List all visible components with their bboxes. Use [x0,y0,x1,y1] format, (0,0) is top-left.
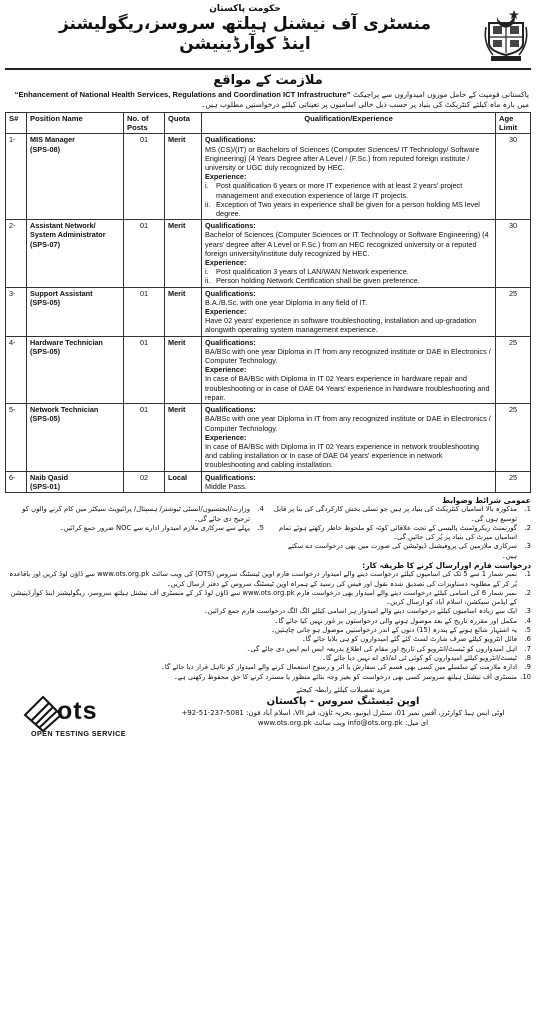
item-text: ٹیسٹ/انٹرویو کیلئے امیدواروں کو کوئی ٹی اے/ڈی اے نہیں دیا جائے گا۔ [322,653,517,662]
ots-wordmark: ots [57,696,98,725]
row-sno: 1- [6,134,27,220]
position-title: Naib Qasid [30,472,69,482]
header-divider [5,68,531,70]
procedure-title: درخواست فارم اورارسال کرنے کا طریقہ کار: [362,561,531,570]
row-qualification [202,336,496,403]
pakistan-state-emblem-icon [483,7,529,63]
ots-full-name: OPEN TESTING SERVICE [31,728,126,738]
item-number: 9. [524,663,531,672]
qualification-label: Qualifications: [205,337,256,347]
row-age: 25 [496,471,531,492]
position-scale: (SPS-05) [30,346,61,356]
qualification-label: Qualifications: [205,221,256,231]
item-number: 1. [524,570,531,579]
row-age: 30 [496,134,531,220]
procedure-list [5,570,531,682]
item-text: نمبر شمار 1 سے 5 تک کی اسامیوں کیلئے درخواست دینے والے امیدوار درخواست فارم اوپن ٹیسٹنگ سروس (OTS) کی ویب سائٹ www.ots.org.pk سے ڈاؤن لوڈ کریں اور باقاعدہ پُر کر کے مطلوبہ دستاویزات کی تصدیق شدہ نقول اور فیس کی رسید کے ہمراہ اوپن ٹیسٹنگ سروس کے دفتر ارسال کریں۔ [9,570,517,588]
list-item [272,542,531,561]
item-number: 2. [524,523,531,532]
row-posts: 02 [124,471,165,492]
row-posts: 01 [124,336,165,403]
row-quota: Merit [165,404,202,471]
intro-paragraph [7,90,529,110]
qualification-label: Qualifications: [205,288,256,298]
experience-label: Experience: [205,307,247,317]
position-scale: (SPS-01) [30,481,61,491]
header-posts: No. of Posts [124,113,165,134]
list-item [5,626,531,635]
email-label: ای میل: [404,718,429,727]
website-link[interactable]: www.ots.org.pk [257,718,312,727]
header-text [15,3,475,54]
list-item [5,607,531,616]
item-number: ii. [205,276,211,286]
item-number: i. [205,181,209,191]
experience-label: Experience: [205,432,247,442]
table-row [6,404,531,471]
list-item [5,635,531,644]
item-text: ادارہ ملازمت کے سلسلے میں کسی بھی قسم کی سفارش یا اثر و رسوخ استعمال کرنے والے امیدوار کو نااہل قرار دیا جائے گا۔ [160,663,517,672]
position-title: Network Technician [30,405,99,415]
contact-org: اوپن ٹیسٹنگ سروس - پاکستان [266,695,420,707]
header-sno: S# [6,113,27,134]
item-number: 7. [524,644,531,653]
item-text: Exception of Two years in experience shall be given for a person holding MS level degree. [216,199,480,219]
qualification-label: Qualifications: [205,405,256,415]
website-label: ویب سائٹ [313,718,346,727]
header-quota: Quota [165,113,202,134]
item-number: ii. [205,199,211,209]
item-number: 2. [524,588,531,597]
row-age: 25 [496,404,531,471]
list-item [205,181,492,199]
contact-address-line [181,708,505,718]
item-number: 1. [524,505,531,514]
item-text: یہ اشتہار شائع ہونے کے پندرہ (15) دنوں کے اندر درخواستیں موصول ہو جانی چاہئیں۔ [270,626,517,635]
header-qualification: Qualification/Experience [202,113,496,134]
experience-text: Have 02 years' experience in software troubleshooting, installation and up-gradation alongwith operating system management experience. [205,316,477,335]
row-sno: 6- [6,471,27,492]
row-qualification [202,134,496,220]
positions-table [5,112,531,493]
list-item [5,617,531,626]
position-scale: (SPS-07) [30,239,61,249]
experience-label: Experience: [205,365,247,375]
item-text: سرکاری ملازمین کی پروفیشنل ڈپوٹیشن کی صورت میں بھی درخواست دے سکتے ہیں۔ [287,542,517,560]
item-number: 8. [524,653,531,662]
row-quota: Merit [165,287,202,336]
list-item [205,276,492,285]
item-text: ایک سے زیادہ اسامیوں کیلئے درخواست دینے والے امیدوار ہر اسامی کیلئے الگ الگ درخواست فارم جمع کرائیں۔ [203,607,517,616]
position-title: Support Assistant [30,288,93,298]
row-quota: Merit [165,134,202,220]
row-position [27,471,124,492]
item-number: 5. [257,523,264,532]
item-text: پہلے سے سرکاری ملازم امیدوار ادارے سے NOC ضرور جمع کرائیں۔ [59,523,250,532]
list-item [205,267,492,276]
item-text: فائل انٹرویو کیلئے صرف شارٹ لسٹ کئے گئے امیدواروں کو ہی بلایا جائے گا۔ [301,635,517,644]
item-number: 3. [524,542,531,551]
item-number: 5. [524,626,531,635]
position-scale: (SPS-05) [30,414,61,424]
list-item [5,570,531,589]
row-sno: 3- [6,287,27,336]
row-position [27,287,124,336]
item-text: نمبر شمار 6 کی اسامی کیلئے درخواست دینے والے امیدوار بھی درخواست فارم www.ots.org.pk سے ڈاؤن لوڈ کر کے منسٹری آف نیشنل ہیلتھ سروسز، ریگولیشنز اینڈ کوآرڈینیشن کے ایڈمن سیکشن، اسلام آباد کو ارسال کریں۔ [10,588,517,607]
table-row [6,287,531,336]
email-link[interactable]: info@ots.org.pk [347,718,403,727]
general-terms [5,496,531,682]
item-text: مذکورہ بالا اسامیاں کنٹریکٹ کی بنیاد پر ہیں جو تسلی بخش کارکردگی کی بنا پر قابل توسیع ہوں گی۔ [273,505,517,523]
row-qualification [202,287,496,336]
qualification-text: MS (CS)/(IT) or Bachelors of Sciences (Computer Sciences/ IT Technology/ Software Engineering) (4 Years Degree after A Level / (F.Sc.) from reputed foreign institute / university or UGC duly recognized by HEC. [205,144,480,173]
qualification-text: Bachelor of Sciences (Computer Sciences or IT Technology or Software Engineering) (4 years' degree after A Level or F.Sc.) from an HEC recognized university or a reputed foreign university/institute duly recognized by HEC. [205,230,489,258]
list-item [272,524,531,543]
row-position [27,134,124,220]
item-number: 3. [524,607,531,616]
qualification-label: Qualifications: [205,135,256,145]
ots-logo [17,695,167,741]
row-posts: 01 [124,287,165,336]
list-item [5,654,531,663]
item-text: اہل امیدواروں کو ٹیسٹ/انٹرویو کی تاریخ اور مقام کی اطلاع بذریعہ ایس ایم ایس دی جائے گی۔ [246,644,517,653]
qualification-label: Qualifications: [205,472,256,482]
general-terms-title: عمومی شرائط وضوابط [442,495,531,505]
intro-after: میں بارہ ماہ کیلئے کنٹریکٹ کی بنیاد پر حسب ذیل خالی اسامیوں پر تعیناتی کیلئے درخواستیں مطلوب ہیں۔ [201,100,529,109]
item-text: مکمل اور مقررہ تاریخ کے بعد موصول ہونے والی درخواستوں پر غور نہیں کیا جائے گا۔ [274,616,517,625]
contact-prompt: مزید تفصیلات کیلئے رابطہ کیجئے [296,685,390,694]
contact-phone: +92-51-237-5081 [181,708,244,717]
list-item [5,673,531,682]
experience-text: In case of BA/BSc with Diploma in IT 02 Years experience in network troubleshooting and cabling installation or In case of DAE 04 years' experience in network troubleshooting and cabling installation. [205,441,480,470]
conditions-list [5,505,531,561]
row-qualification [202,471,496,492]
experience-text: In case of BA/BSc with Diploma in IT 02 Years experience in hardware repair and troubleshooting or in case of DAE 04 Years' experience in hardware troubleshooting and repair. [205,374,490,402]
intro-before: پاکستانی قومیت کے حامل موزوں امیدواروں سے پراجیکٹ [352,90,529,99]
item-text: Post qualification 3 years of LAN/WAN Network experience. [216,267,409,277]
row-age: 30 [496,220,531,287]
list-item [5,645,531,654]
header [5,3,531,67]
qualification-text: B.A./B.Sc. with one year Diploma in any field of IT. [205,297,368,307]
row-position [27,404,124,471]
experience-label: Experience: [205,172,247,182]
footer [5,685,531,749]
row-posts: 01 [124,220,165,287]
list-item [5,663,531,672]
position-scale: (SPS-05) [30,297,61,307]
row-position [27,336,124,403]
item-number: i. [205,267,209,277]
page-title: ملازمت کے مواقع [213,73,323,88]
ministry-title: منسٹری آف نیشنل ہیلتھ سروسز،ریگولیشنز [58,14,432,34]
experience-list [205,267,492,285]
government-label: حکومت پاکستان [209,4,281,14]
row-quota: Merit [165,220,202,287]
row-sno: 4- [6,336,27,403]
item-number: 10. [520,672,531,681]
item-number: 4. [257,505,264,514]
item-text: Person holding Network Certification shall be given preference. [216,276,420,286]
row-age: 25 [496,336,531,403]
position-title: Hardware Technician [30,337,103,347]
experience-list [205,181,492,218]
table-row [6,471,531,492]
item-text: منسٹری آف نیشنل ہیلتھ سروسز کسی بھی درخواست کو بغیر وجہ بتائے منظور یا مسترد کرنے کا حق محفوظ رکھتی ہے۔ [173,672,517,681]
header-age: Age Limit [496,113,531,134]
contact-block [181,685,505,728]
position-title: Assistant Network/ System Administrator [30,221,106,240]
table-header-row [6,113,531,134]
list-item [5,505,264,524]
contact-web-line [181,718,505,728]
item-text: گورنمنٹ ریکروٹمنٹ پالیسی کے تحت علاقائی کوٹہ کو ملحوظ خاطر رکھتے ہوئے تمام اسامیاں میرٹ کی بنیاد پر پُر کی جائیں گی۔ [278,523,517,542]
item-text: Post qualification 6 years or more IT experience with at least 2 years' project management and execution experience of large IT projects. [216,181,463,200]
item-number: 6. [524,635,531,644]
table-row [6,220,531,287]
row-position [27,220,124,287]
row-quota: Local [165,471,202,492]
contact-address: اوٹی ایس ہیڈ کوارٹرز، آفس نمبر 01، سنٹرل ایونیو، بحریہ ٹاؤن، فیز VII، اسلام آباد فون: [246,708,505,717]
row-age: 25 [496,287,531,336]
row-sno: 5- [6,404,27,471]
row-quota: Merit [165,336,202,403]
position-title: MIS Manager [30,135,76,145]
list-item [205,200,492,218]
row-sno: 2- [6,220,27,287]
item-number: 4. [524,616,531,625]
table-row [6,134,531,220]
row-posts: 01 [124,404,165,471]
qualification-text: BA/BSc with one year Diploma in IT from any recognized institute or DAE in Electronics / Computer Technology. [205,346,491,366]
coordination-title: اینڈ کوآرڈینیشن [179,34,311,54]
project-name: “Enhancement of National Health Services, Regulations and Coordination ICT Infrastructure” [14,90,351,99]
experience-label: Experience: [205,258,247,268]
row-qualification [202,220,496,287]
list-item [272,505,531,524]
header-position: Position Name [27,113,124,134]
list-item [5,524,264,543]
position-scale: (SPS-08) [30,144,61,154]
qualification-text: Middle Pass. [205,481,247,491]
row-qualification [202,404,496,471]
item-text: وزارت/ایجنسیوں/انسٹی ٹیوشنز/ ہسپتال/ پرائیویٹ سیکٹر میں کام کرنے والوں کو ترجیح دی جائے گی۔ [22,505,250,523]
table-row [6,336,531,403]
list-item [5,589,531,608]
qualification-text: BA/BSc with one year Diploma in IT from any recognized institute or DAE in Electronics / Computer Technology. [205,414,491,433]
row-posts: 01 [124,134,165,220]
